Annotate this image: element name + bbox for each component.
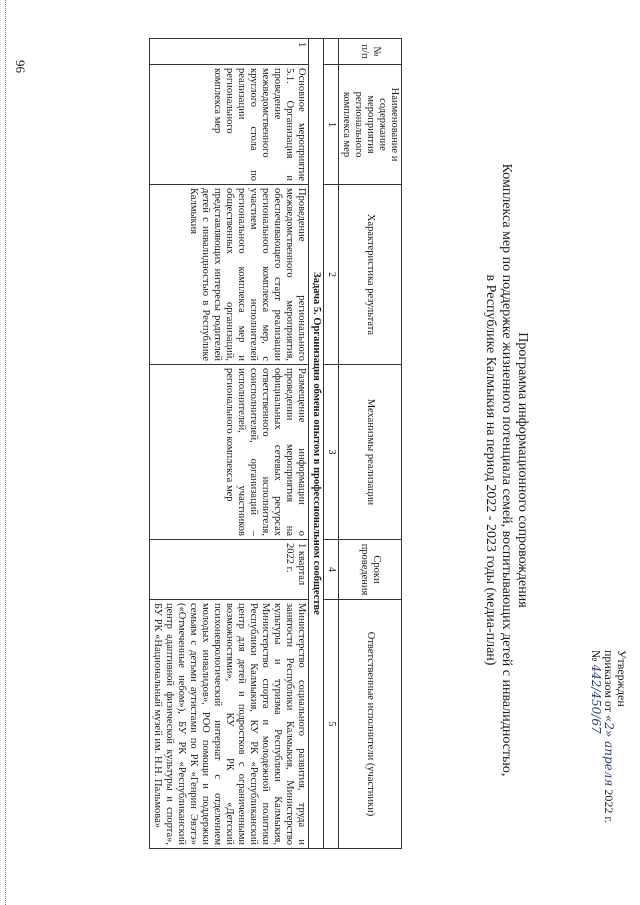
approval-line-2 <box>602 650 615 890</box>
column-number-2: 2 <box>324 185 339 365</box>
approval-stamp <box>589 650 628 890</box>
title-line-3: в Республике Калмыкия на период 2022 - 2023 годы (медиа-план) <box>483 274 498 666</box>
column-number-1: 1 <box>324 65 339 185</box>
row-result: Проведение регионального межведомственного мероприятия, обеспечивающего старт реализации регионального комплекса мер, с участием исполнителей регионального комплекса мер и общественных организаций, представляющих интересы родителей детей с инвалидностью в Республике Калмыкия <box>150 185 309 365</box>
document-title <box>482 150 530 790</box>
table-header-row <box>339 39 402 849</box>
row-mechanism: Размещение информации о проведении мероприятия на официальных сетевых ресурсах ответственного исполнителя, соисполнителей, организаций – исполнителей, участников регионального комплекса мер <box>150 365 309 540</box>
media-plan-table <box>149 38 402 849</box>
handwritten-date: «2» апреля <box>602 714 616 787</box>
task-heading-row <box>309 39 324 849</box>
row-activity: Основное мероприятие 5.1. Организация и проведение межведомственного круглого стола по реализации регионального комплекса мер <box>150 65 309 185</box>
header-number: № п/п <box>339 39 402 65</box>
row-number: 1 <box>150 39 309 65</box>
task-heading: Задача 5. Организация обмена опытом в профессиональном сообществе <box>309 39 324 849</box>
title-line-1: Программа информационного сопровождения <box>515 332 530 608</box>
column-number-3: 3 <box>324 365 339 540</box>
row-term: 1 квартал 2022 г. <box>150 540 309 600</box>
header-result: Характеристика результата <box>339 185 402 365</box>
page-number: 96 <box>13 60 28 73</box>
column-number-row <box>324 39 339 849</box>
approval-line-1: Утвержден <box>615 650 629 707</box>
scan-edge-divider <box>5 0 6 905</box>
handwritten-number: 442/450/67 <box>589 664 603 734</box>
approval-order-prefix: приказом от <box>602 650 616 712</box>
header-mechanism: Механизмы реализации <box>339 365 402 540</box>
approval-year: 2022 г. <box>602 789 616 823</box>
header-activity: Наименование и содержание мероприятия регионального комплекса мер <box>339 65 402 185</box>
row-responsible: Министерство социального развития, труда и занятости Республики Калмыкия, Министерство культуры и туризма Республики Калмыкия, Министерство спорта и молодежной политики Республики Калмыкия, КУ РК «Республиканский центр для детей и подростков с ограниченными возможностями», КУ РК «Детский психоневрологический интернат с отделением молодых инвалидов», РОО помощи и поддержки семьям с детьми аутистами по РК «Генрин Эвэтэ» («Отмеченные небом»), БУ РК «Республиканский центр адаптивной физической культуры и спорта», БУ РК «Национальный музей им. Н.Н. Пальмова» <box>150 600 309 849</box>
table-row <box>150 39 309 849</box>
column-number-0 <box>324 39 339 65</box>
title-line-2: Комплекса мер по поддержке жизненного потенциала семей, воспитывающих детей с инвалидностью, <box>499 163 514 777</box>
approval-number-prefix: № <box>589 650 603 662</box>
header-responsible: Ответственные исполнители (участники) <box>339 600 402 849</box>
header-term: Сроки проведения <box>339 540 402 600</box>
approval-line-3 <box>589 650 602 890</box>
column-number-4: 4 <box>324 540 339 600</box>
column-number-5: 5 <box>324 600 339 849</box>
